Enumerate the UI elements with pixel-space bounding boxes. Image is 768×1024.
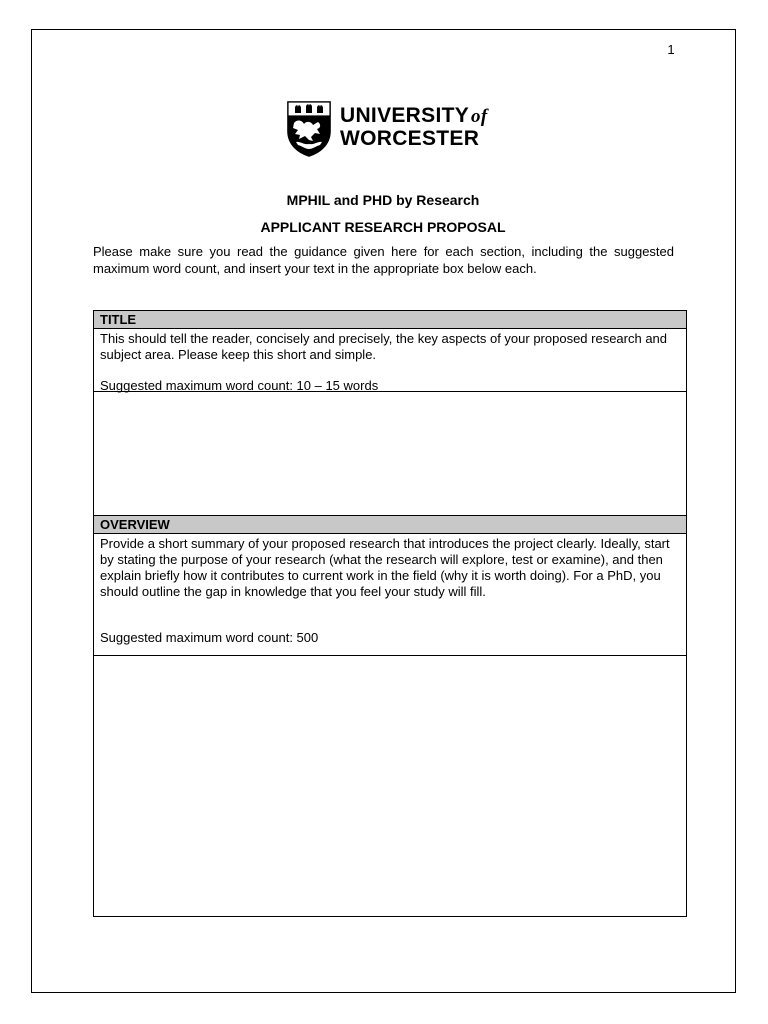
section-header-overview: OVERVIEW	[94, 516, 686, 534]
document-title: MPHIL and PHD by Research	[286, 192, 480, 208]
section-header-title: TITLE	[94, 311, 686, 329]
proposal-form-table	[93, 310, 687, 917]
section-guidance-overview	[94, 534, 686, 656]
logo-text-line2: WORCESTER	[340, 127, 480, 150]
intro-paragraph: Please make sure you read the guidance given here for each section, including the suggested maximum word count, and insert your text in the appropriate box below each.	[93, 244, 674, 276]
guidance-text: Provide a short summary of your proposed research that introduces the project clearly. Ideally, start by stating the purpose of your research (what the research will explore, test or examine), and then explain briefly how it contributes to current work in the field (why it is worth doing). For a PhD, you should outline the gap in knowledge that you feel your study will fill.	[100, 536, 670, 599]
logo-text-line1: UNIVERSITY of	[340, 104, 488, 127]
word-count-hint: Suggested maximum word count: 500	[100, 630, 319, 645]
word-count-hint: Suggested maximum word count: 10 – 15 words	[100, 378, 379, 393]
title-answer-box[interactable]	[94, 392, 686, 516]
logo-text-of: of	[471, 106, 488, 127]
overview-answer-box[interactable]	[94, 656, 686, 916]
guidance-text: This should tell the reader, concisely and precisely, the key aspects of your proposed research and subject area. Please keep this short and simple.	[100, 331, 668, 362]
section-guidance-title	[94, 329, 686, 392]
document-subtitle: APPLICANT RESEARCH PROPOSAL	[260, 219, 506, 235]
university-crest-icon	[287, 101, 331, 157]
university-logo	[287, 101, 487, 159]
page-number: 1	[667, 42, 675, 57]
